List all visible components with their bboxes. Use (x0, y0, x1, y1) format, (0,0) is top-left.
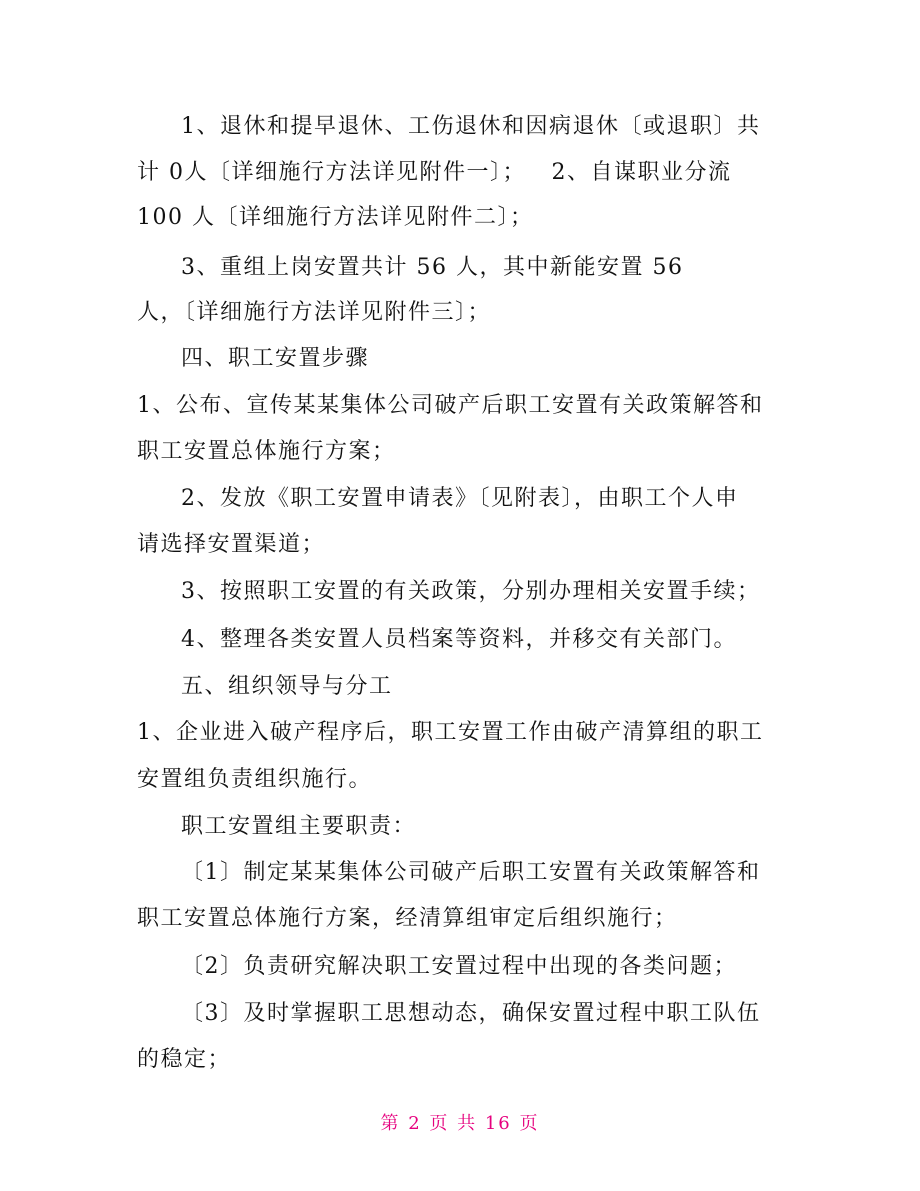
paragraph-line-17: 〔1〕制定某某集体公司破产后职工安置有关政策解答和 (181, 860, 761, 885)
paragraph-line-4: 3、重组上岗安置共计 56 人，其中新能安置 56 (181, 255, 684, 280)
page-number-footer: 第 2 页 共 16 页 (380, 1113, 540, 1134)
section-heading-5: 五、组织领导与分工 (181, 674, 393, 699)
paragraph-line-15: 安置组负责组织施行。 (137, 767, 373, 792)
paragraph-line-19: 〔2〕负责研究解决职工安置过程中出现的各类问题； (181, 954, 737, 979)
paragraph-line-9: 2、发放《职工安置申请表》〔见附表〕，由职工个人申 (181, 486, 739, 511)
paragraph-line-5: 人，〔详细施行方法详见附件三〕； (137, 300, 492, 325)
paragraph-line-7: 1、公布、宣传某某集体公司破产后职工安置有关政策解答和 (137, 393, 764, 418)
paragraph-line-14: 1、企业进入破产程序后，职工安置工作由破产清算组的职工 (137, 720, 764, 745)
paragraph-line-11: 3、按照职工安置的有关政策，分别办理相关安置手续； (181, 579, 761, 604)
paragraph-line-21: 的稳定； (137, 1047, 232, 1072)
paragraph-line-12: 4、整理各类安置人员档案等资料，并移交有关部门。 (181, 627, 737, 652)
section-heading-4: 四、职工安置步骤 (181, 346, 370, 371)
paragraph-line-8: 职工安置总体施行方案； (137, 439, 396, 464)
paragraph-line-1: 1、退休和提早退休、工伤退休和因病退休〔或退职〕共 (181, 114, 761, 139)
paragraph-line-20: 〔3〕及时掌握职工思想动态，确保安置过程中职工队伍 (181, 1001, 761, 1026)
paragraph-line-2: 计 0人〔详细施行方法详见附件一〕； 2、自谋职业分流 (137, 160, 732, 185)
paragraph-line-16: 职工安置组主要职责： (181, 814, 417, 839)
paragraph-line-18: 职工安置总体施行方案，经清算组审定后组织施行； (137, 906, 678, 931)
paragraph-line-3: 100 人〔详细施行方法详见附件二〕； (137, 205, 534, 230)
paragraph-line-10: 请选择安置渠道； (137, 532, 326, 557)
